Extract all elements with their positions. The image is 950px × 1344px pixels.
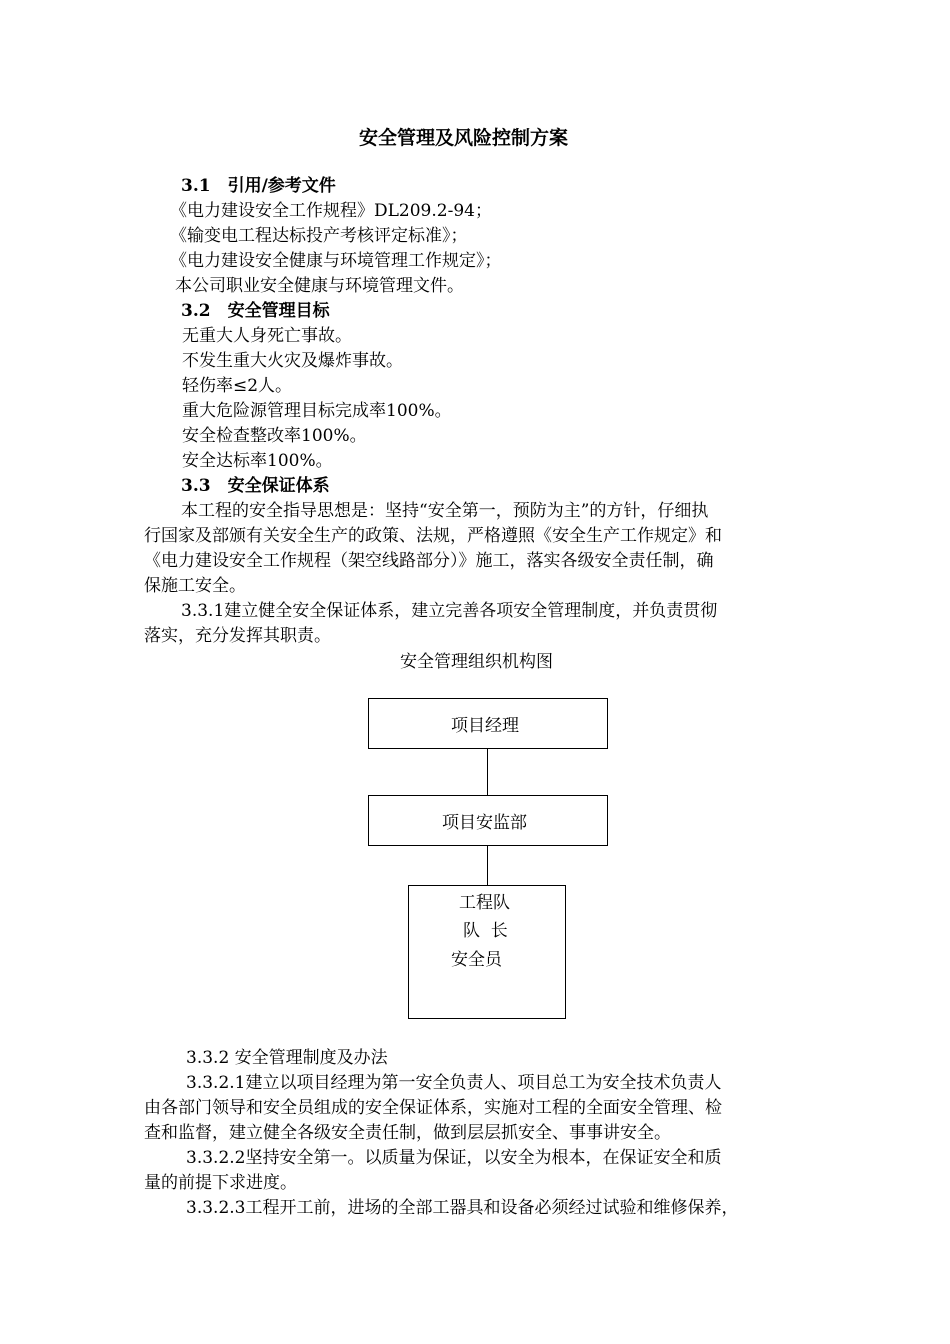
- page-title: 安全管理及风险控制方案: [359, 127, 569, 149]
- org-box-label: 项目安监部: [442, 813, 527, 833]
- connector-line: [487, 748, 488, 796]
- paragraph-line: 3.3.2.3工程开工前，进场的全部工器具和设备必须经过试验和维修保养，: [186, 1198, 739, 1218]
- paragraph-line: 3.3.1建立健全安全保证体系，建立完善各项安全管理制度，并负责贯彻: [181, 601, 718, 621]
- org-box-project-manager: [368, 698, 608, 749]
- goal-item: 轻伤率≤2人。: [182, 376, 293, 396]
- paragraph-line: 量的前提下求进度。: [144, 1173, 297, 1193]
- paragraph-line: 3.3.2.2坚持安全第一。以质量为保证，以安全为根本，在保证安全和质: [186, 1148, 722, 1168]
- paragraph-line: 由各部门领导和安全员组成的安全保证体系，实施对工程的全面安全管理、检: [144, 1098, 722, 1118]
- goal-item: 安全达标率100%。: [182, 451, 333, 471]
- org-box-label: 工程队: [459, 893, 510, 913]
- paragraph-line: 《电力建设安全工作规程（架空线路部分）》施工，落实各级安全责任制，确: [144, 551, 714, 571]
- goal-item: 重大危险源管理目标完成率100%。: [182, 401, 452, 421]
- goal-item: 无重大人身死亡事故。: [182, 326, 352, 346]
- paragraph-line: 本工程的安全指导思想是：坚持“安全第一，预防为主”的方针，仔细执: [181, 501, 709, 521]
- reference-item: 《电力建设安全工作规程》DL209.2-94；: [170, 201, 492, 221]
- org-box-label: 项目经理: [451, 716, 519, 736]
- org-box-label: 安全员: [451, 950, 502, 970]
- org-box-safety-dept: [368, 795, 608, 846]
- section-3-1-heading: 3.1 引用/参考文件: [181, 176, 336, 196]
- reference-item: 《输变电工程达标投产考核评定标准》；: [170, 226, 468, 246]
- paragraph-line: 落实，充分发挥其职责。: [144, 626, 331, 646]
- paragraph-line: 3.3.2.1建立以项目经理为第一安全负责人、项目总工为安全技术负责人: [186, 1073, 722, 1093]
- paragraph-line: 查和监督，建立健全各级安全责任制，做到层层抓安全、事事讲安全。: [144, 1123, 671, 1143]
- paragraph-line: 保施工安全。: [144, 576, 246, 596]
- org-chart-caption: 安全管理组织机构图: [400, 652, 553, 672]
- section-3-2-heading: 3.2 安全管理目标: [181, 301, 330, 321]
- reference-item: 《电力建设安全健康与环境管理工作规定》；: [170, 251, 502, 271]
- section-3-3-heading: 3.3 安全保证体系: [181, 476, 330, 496]
- org-box-label: 队 长: [463, 921, 508, 941]
- goal-item: 不发生重大火灾及爆炸事故。: [182, 351, 403, 371]
- paragraph-line: 行国家及部颁有关安全生产的政策、法规，严格遵照《安全生产工作规定》和: [144, 526, 722, 546]
- org-box-team: [408, 885, 566, 1019]
- section-3-3-2-heading: 3.3.2 安全管理制度及办法: [186, 1048, 388, 1068]
- reference-item: 本公司职业安全健康与环境管理文件。: [175, 276, 464, 296]
- connector-line: [487, 845, 488, 886]
- goal-item: 安全检查整改率100%。: [182, 426, 367, 446]
